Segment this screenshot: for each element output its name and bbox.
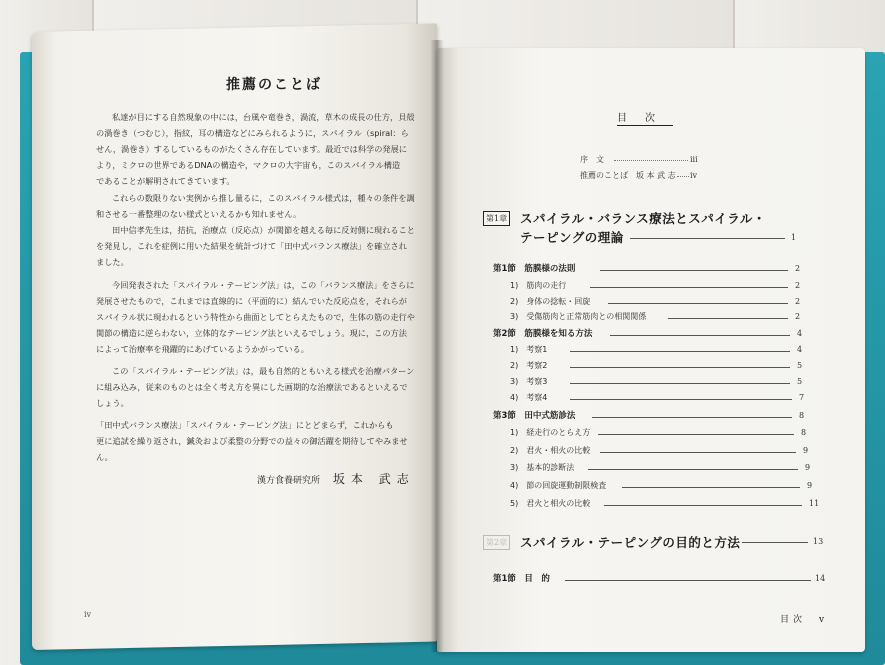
chapter-title-continued: テーピングの理論 [520, 230, 624, 245]
body-line: これらの数限りない実例から推し量るに，このスパイラル様式は，種々の条件を調 [112, 193, 415, 203]
item-page: 7 [799, 393, 805, 402]
chapter-tag: 第2章 [483, 535, 510, 550]
item-label: 1) 筋肉の走行 [510, 281, 567, 290]
item-page: 2 [795, 297, 801, 306]
toc-leader [600, 270, 788, 271]
item-label: 3) 考察3 [510, 377, 548, 386]
chapter-title: スパイラル・テーピングの目的と方法 [520, 535, 741, 550]
body-line: 発展させたもので，これまでは直線的に（平面的に）結んでいた反応点を，それらが [96, 296, 407, 306]
section-label: 第2節 筋膜様を知る方法 [493, 329, 593, 339]
body-line: の渦巻き（つむじ），指紋，耳の構造などにみられるように，スパイラル（spiral：ら [96, 128, 409, 138]
toc-leader [600, 452, 796, 453]
section-label: 第3節 田中式筋診法 [493, 411, 576, 421]
item-page: 11 [809, 499, 820, 508]
section-label: 第1節 筋膜様の法則 [493, 264, 576, 274]
toc-leader [565, 580, 811, 581]
body-line: せん，渦巻き）するしているものがたくさん存在しています。最近では科学の発展に [96, 144, 407, 154]
item-label: 3) 基本的診断法 [510, 463, 575, 472]
item-label: 2) 君火・相火の比較 [510, 446, 591, 455]
body-line: であることが解明されてきています。 [96, 176, 235, 186]
toc-entry-label: 序 文 [580, 155, 604, 164]
body-line: 私達が目にする自然現象の中には，台風や竜巻き，渦流，草木の成長の仕方，貝殻 [112, 112, 415, 122]
toc-leader [590, 287, 788, 288]
body-line: 「田中式バランス療法」「スパイラル・テーピング法」にとどまらず，これからも [96, 420, 394, 430]
toc-heading: 目次 [617, 109, 673, 126]
right-page-number: 目次 v [780, 615, 829, 625]
toc-leader [592, 417, 792, 418]
item-label: 5) 君火と相火の比較 [510, 499, 591, 508]
body-line: ん。 [96, 452, 113, 462]
item-label: 1) 経走行のとらえ方 [510, 428, 591, 437]
body-line: に組み込み，従来のものとは全く考え方を異にした画期的な治療法であるといえるで [96, 382, 408, 392]
body-line: を発見し，これを症例に用いた結果を統計づけて「田中式バランス療法」を確立され [96, 241, 407, 251]
section-page: 4 [797, 329, 803, 338]
toc-leader [614, 160, 688, 161]
chapter-page: 1 [791, 233, 797, 242]
signature-name: 坂本 武志 [332, 472, 415, 486]
toc-entry-label: 推薦のことば 坂 本 武 志 [580, 171, 676, 180]
item-page: 4 [797, 345, 803, 354]
body-line: より，ミクロの世界であるDNAの構造や，マクロの大宇宙も，このスパイラル構造 [96, 160, 401, 170]
body-line: 今回発表された「スパイラル・テーピング法」は，この「バランス療法」をさらに [112, 280, 415, 290]
body-line: この「スパイラル・テーピング法」は，最も自然的ともいえる様式を治療パターン [112, 366, 415, 376]
section-page: 8 [799, 411, 805, 420]
signature-affiliation: 漢方食養研究所 [257, 476, 321, 486]
toc-leader [668, 318, 788, 319]
item-label: 4) 節の回旋運動制限検査 [510, 481, 607, 490]
signature [257, 470, 415, 487]
body-line: 関節の構造に逆らわない，立体的なテーピング法といえるでしょう。現に，この方法 [96, 328, 407, 338]
toc-leader [630, 238, 785, 239]
toc-entry-page: iii [690, 155, 698, 164]
book-gutter [430, 40, 444, 652]
toc-leader [608, 303, 788, 304]
chapter-tag: 第1章 [483, 211, 510, 226]
toc-leader [677, 176, 689, 177]
toc-leader [570, 351, 790, 352]
item-page: 2 [795, 281, 801, 290]
item-label: 1) 考察1 [510, 345, 548, 354]
toc-leader [570, 383, 790, 384]
toc-entry-page: iv [690, 171, 698, 180]
body-line: 田中信孝先生は，拮抗，治療点（反応点）が関節を越える毎に反対側に現れること [112, 225, 415, 235]
left-page-title: 推薦のことば [226, 77, 322, 93]
item-label: 3) 受傷筋肉と正常筋肉との相関関係 [510, 312, 647, 321]
toc-leader [622, 487, 800, 488]
chapter-page: 13 [813, 537, 824, 546]
item-page: 8 [801, 428, 807, 437]
item-page: 2 [795, 312, 801, 321]
toc-leader [588, 469, 798, 470]
body-line: 和させる一番整理のない様式といえるかも知れません。 [96, 209, 302, 219]
toc-leader [598, 434, 794, 435]
item-label: 4) 考察4 [510, 393, 548, 402]
toc-leader [570, 367, 790, 368]
item-page: 5 [797, 377, 803, 386]
body-line: ました。 [96, 257, 129, 267]
toc-leader [742, 542, 808, 543]
body-line: によって治療率を飛躍的にあげているようかがっている。 [96, 344, 309, 354]
item-page: 9 [805, 463, 811, 472]
body-line: 更に追試を繰り返され，鍼灸および柔整の分野での益々の御活躍を期待してやみませ [96, 436, 408, 446]
body-line: スパイラル状に現われるという特性から曲面としてとらえたもので，生体の筋の走行や [96, 312, 415, 322]
toc-leader [570, 399, 792, 400]
chapter-title: スパイラル・バランス療法とスパイラル・ [520, 211, 766, 226]
item-label: 2) 考察2 [510, 361, 548, 370]
body-line: しょう。 [96, 398, 129, 408]
item-page: 9 [807, 481, 813, 490]
item-page: 5 [797, 361, 803, 370]
section-page: 14 [815, 574, 826, 583]
toc-leader [610, 335, 790, 336]
item-page: 9 [803, 446, 809, 455]
item-label: 2) 身体の捻転・回旋 [510, 297, 591, 306]
toc-leader [604, 505, 802, 506]
section-page: 2 [795, 264, 801, 273]
section-label: 第1節 目 的 [493, 574, 550, 584]
left-page-number: iv [84, 610, 92, 619]
